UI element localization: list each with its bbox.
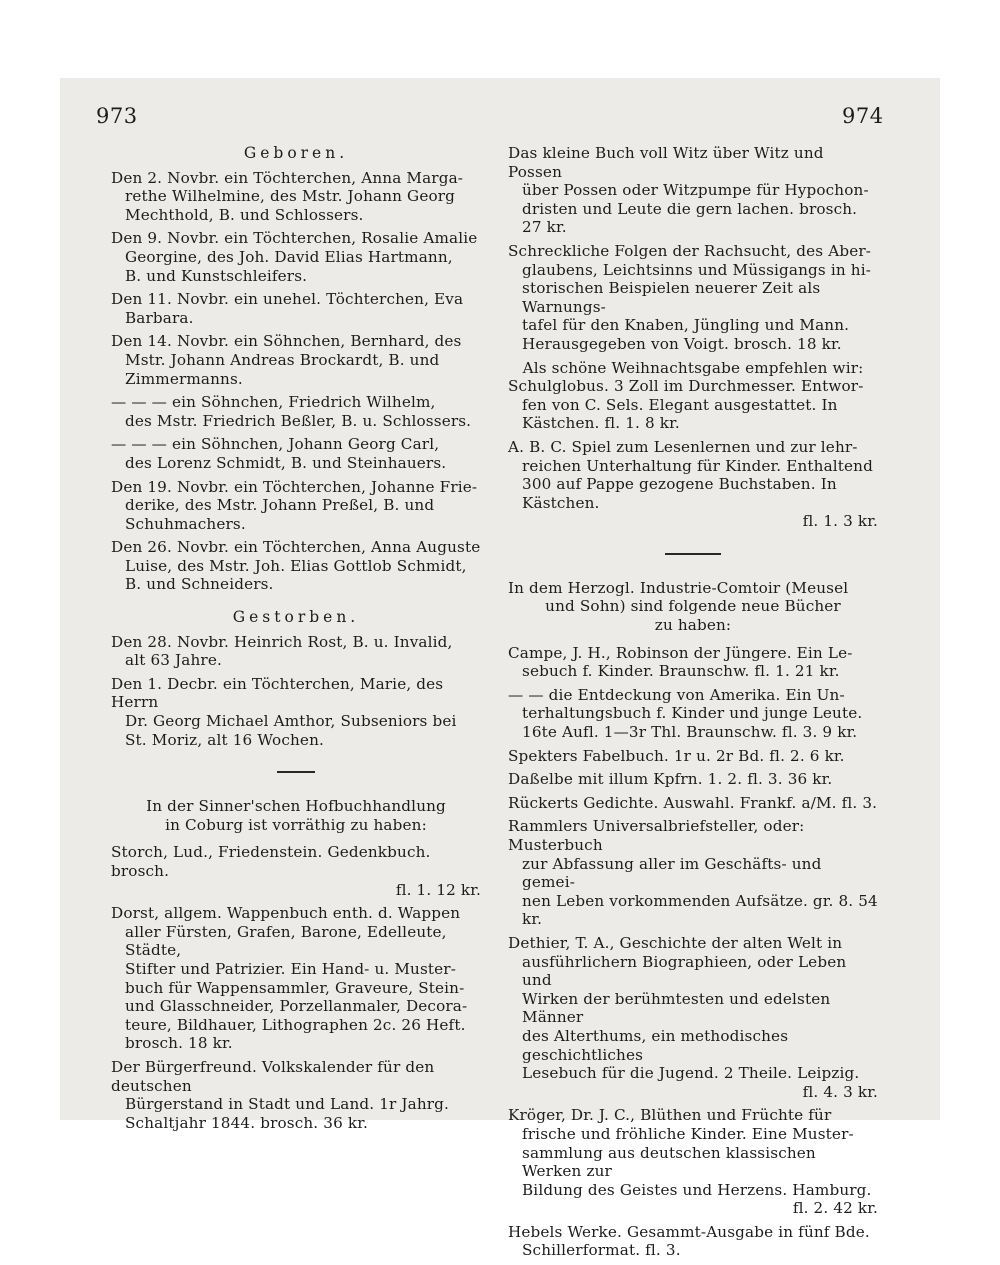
birth-entry <box>111 290 481 327</box>
entry-line: Rammlers Universalbriefsteller, oder: Musterbuch <box>508 817 805 854</box>
entry-line: Kästchen. fl. 1. 8 kr. <box>522 414 680 433</box>
entry-line: B. und Schneiders. <box>125 575 274 594</box>
entry-line: sammlung aus deutschen klassischen Werken zur <box>522 1143 816 1181</box>
book-advert-list <box>508 144 878 354</box>
heading-line: und Sohn) sind folgende neue Bücher <box>545 597 841 616</box>
entry-line: 16te Aufl. 1—3r Thl. Braunschw. fl. 3. 9 kr. <box>522 723 858 742</box>
entry-line: buch für Wappensammler, Graveure, Stein- <box>125 978 465 997</box>
entry-line: fl. 4. 3 kr. <box>802 1082 878 1101</box>
entry-line: fl. 2. 42 kr. <box>792 1199 878 1218</box>
entry-line: frische und fröhliche Kinder. Eine Muster- <box>522 1124 854 1143</box>
entry-line: Stifter und Patrizier. Ein Hand- u. Muster- <box>125 959 456 978</box>
entry-line: teure, Bildhauer, Lithographen 2c. 26 Heft. <box>125 1015 466 1034</box>
entry-line: alt 63 Jahre. <box>125 651 222 670</box>
entry-line: und Glasschneider, Porzellanmaler, Decora- <box>125 997 468 1016</box>
entry-line: Luise, des Mstr. Joh. Elias Gottlob Schmidt, <box>125 556 467 575</box>
book-entry <box>508 1223 878 1260</box>
entry-line: Daßelbe mit illum Kpfrn. 1. 2. fl. 3. 36 kr. <box>508 770 833 789</box>
heading-line: zu haben: <box>654 616 732 635</box>
book-entry <box>508 686 878 742</box>
entry-line: Bildung des Geistes und Herzens. Hamburg. <box>522 1180 872 1199</box>
entry-line: B. und Kunstschleifers. <box>125 266 308 285</box>
sinner-book-list <box>111 843 481 1132</box>
entry-line: Das kleine Buch voll Witz über Witz und Possen <box>508 144 824 181</box>
births-heading: Geboren. <box>243 144 349 162</box>
entry-line: Zimmermanns. <box>125 369 243 388</box>
entry-line: A. B. C. Spiel zum Lesenlernen und zur lehr- <box>508 437 858 456</box>
entry-line: derike, des Mstr. Johann Preßel, B. und <box>125 496 435 515</box>
entry-line: fl. 1. 12 kr. <box>395 880 481 899</box>
entry-line: — — die Entdeckung von Amerika. Ein Un- <box>508 685 845 704</box>
entry-line: Hebels Werke. Gesammt-Ausgabe in fünf Bde. <box>508 1222 870 1241</box>
christmas-item-list <box>508 377 878 531</box>
births-list <box>111 169 481 594</box>
entry-line: — — — ein Söhnchen, Johann Georg Carl, <box>111 435 440 454</box>
book-entry <box>111 843 481 899</box>
entry-line: Dorst, allgem. Wappenbuch enth. d. Wappen <box>111 904 461 923</box>
entry-line: Barbara. <box>125 308 194 327</box>
section-divider <box>665 553 721 555</box>
entry-line: — — — ein Söhnchen, Friedrich Wilhelm, <box>111 393 436 412</box>
entry-line: Dethier, T. A., Geschichte der alten Welt in <box>508 933 843 952</box>
book-entry <box>508 817 878 929</box>
entry-line: des Mstr. Friedrich Beßler, B. u. Schlossers. <box>125 411 472 430</box>
birth-entry <box>111 393 481 430</box>
entry-line: Wirken der berühmtesten und edelsten Männer <box>522 989 831 1027</box>
section-divider <box>277 771 315 773</box>
heading-line: In dem Herzogl. Industrie-Comtoir (Meusel <box>508 578 849 597</box>
entry-line: reichen Unterhaltung für Kinder. Enthaltend <box>522 456 873 475</box>
book-entry <box>508 644 878 681</box>
book-entry <box>508 1106 878 1218</box>
entry-line: des Lorenz Schmidt, B. und Steinhauers. <box>125 453 447 472</box>
entry-line: nen Leben vorkommenden Aufsätze. gr. 8. 54 kr. <box>522 891 878 929</box>
deaths-heading: Gestorben. <box>232 608 360 627</box>
entry-line: Rückerts Gedichte. Auswahl. Frankf. a/M. fl. 3. <box>508 793 878 812</box>
entry-line: Dr. Georg Michael Amthor, Subseniors bei <box>125 712 457 731</box>
entry-line: dristen und Leute die gern lachen. brosch. 27 kr. <box>522 199 858 237</box>
deaths-list <box>111 633 481 750</box>
entry-line: Den 9. Novbr. ein Töchterchen, Rosalie Amalie <box>111 229 478 248</box>
entry-line: glaubens, Leichtsinns und Müssigangs in hi- <box>522 260 871 279</box>
comptoir-heading <box>508 579 878 635</box>
heading-line: In der Sinner'schen Hofbuchhandlung <box>146 797 446 816</box>
entry-line: sebuch f. Kinder. Braunschw. fl. 1. 21 kr. <box>522 662 840 681</box>
entry-line: storischen Beispielen neuerer Zeit als Warnungs- <box>522 279 821 316</box>
book-entry <box>508 794 878 813</box>
entry-line: Herausgegeben von Voigt. brosch. 18 kr. <box>522 334 842 353</box>
entry-line: terhaltungsbuch f. Kinder und junge Leute. <box>522 704 863 723</box>
entry-line: über Possen oder Witzpumpe für Hypochon- <box>522 181 869 200</box>
book-entry <box>508 934 878 1101</box>
entry-line: Den 28. Novbr. Heinrich Rost, B. u. Invalid, <box>111 632 453 651</box>
death-entry <box>111 675 481 749</box>
entry-line: Schaltjahr 1844. brosch. 36 kr. <box>125 1113 368 1132</box>
death-entry <box>111 633 481 670</box>
entry-line: Den 11. Novbr. ein unehel. Töchterchen, Eva <box>111 290 464 309</box>
entry-line: Den 14. Novbr. ein Söhnchen, Bernhard, des <box>111 332 462 351</box>
left-page-number: 973 <box>96 104 138 128</box>
entry-line: Lesebuch für die Jugend. 2 Theile. Leipzig. <box>522 1064 860 1083</box>
entry-line: Den 2. Novbr. ein Töchterchen, Anna Marga- <box>111 168 464 187</box>
birth-entry <box>111 332 481 388</box>
entry-line: Den 19. Novbr. ein Töchterchen, Johanne Frie- <box>111 477 478 496</box>
book-entry <box>111 1058 481 1132</box>
entry-line: Der Bürgerfreund. Volkskalender für den deutschen <box>111 1057 435 1095</box>
entry-line: Storch, Lud., Friedenstein. Gedenkbuch. brosch. <box>111 843 431 880</box>
book-entry <box>508 770 878 789</box>
entry-line: brosch. 18 kr. <box>125 1034 233 1053</box>
left-column <box>111 144 481 1137</box>
entry-line: ausführlichern Biographieen, oder Leben und <box>522 952 847 990</box>
sinner-bookshop-heading <box>111 797 481 834</box>
entry-line: 300 auf Pappe gezogene Buchstaben. In Kästchen. <box>522 475 837 512</box>
entry-line: Den 1. Decbr. ein Töchterchen, Marie, des Herrn <box>111 674 444 712</box>
birth-entry <box>111 478 481 534</box>
entry-line: Schulglobus. 3 Zoll im Durchmesser. Entwor- <box>508 377 864 396</box>
entry-line: Georgine, des Joh. David Elias Hartmann, <box>125 247 453 266</box>
entry-line: Spekters Fabelbuch. 1r u. 2r Bd. fl. 2. 6 kr. <box>508 746 845 765</box>
entry-line: Den 26. Novbr. ein Töchterchen, Anna Auguste <box>111 538 481 557</box>
entry-line: des Alterthums, ein methodisches geschichtliches <box>522 1026 789 1064</box>
entry-line: zur Abfassung aller im Geschäfts- und gemei- <box>522 854 822 892</box>
entry-line: Bürgerstand in Stadt und Land. 1r Jahrg. <box>125 1095 450 1114</box>
book-entry <box>508 144 878 237</box>
birth-entry <box>111 169 481 225</box>
entry-line: tafel für den Knaben, Jüngling und Mann. <box>522 316 850 335</box>
entry-line: aller Fürsten, Grafen, Barone, Edelleute, Städte, <box>125 922 447 960</box>
birth-entry <box>111 435 481 472</box>
right-column <box>508 144 878 1265</box>
right-page-number: 974 <box>842 104 884 128</box>
book-entry <box>111 904 481 1053</box>
entry-line: Schreckliche Folgen der Rachsucht, des Aber- <box>508 241 872 260</box>
heading-line: in Coburg ist vorräthig zu haben: <box>165 815 427 834</box>
book-entry <box>508 242 878 354</box>
birth-entry <box>111 229 481 285</box>
entry-line: Mstr. Johann Andreas Brockardt, B. und <box>125 350 440 369</box>
entry-line: Kröger, Dr. J. C., Blüthen und Früchte für <box>508 1106 832 1125</box>
entry-line: fl. 1. 3 kr. <box>802 512 878 531</box>
book-entry <box>508 747 878 766</box>
christmas-entry <box>508 438 878 531</box>
entry-line: St. Moriz, alt 16 Wochen. <box>125 730 324 749</box>
christmas-recommendation-line: Als schöne Weihnachtsgabe empfehlen wir: <box>522 358 864 377</box>
comptoir-book-list <box>508 644 878 1260</box>
entry-line: rethe Wilhelmine, des Mstr. Johann Georg <box>125 187 456 206</box>
entry-line: Mechthold, B. und Schlossers. <box>125 205 364 224</box>
entry-line: Schuhmachers. <box>125 514 246 533</box>
entry-line: Campe, J. H., Robinson der Jüngere. Ein Le- <box>508 643 853 662</box>
christmas-entry <box>508 377 878 433</box>
entry-line: Schillerformat. fl. 3. <box>522 1241 681 1260</box>
birth-entry <box>111 538 481 594</box>
entry-line: fen von C. Sels. Elegant ausgestattet. In <box>522 395 838 414</box>
